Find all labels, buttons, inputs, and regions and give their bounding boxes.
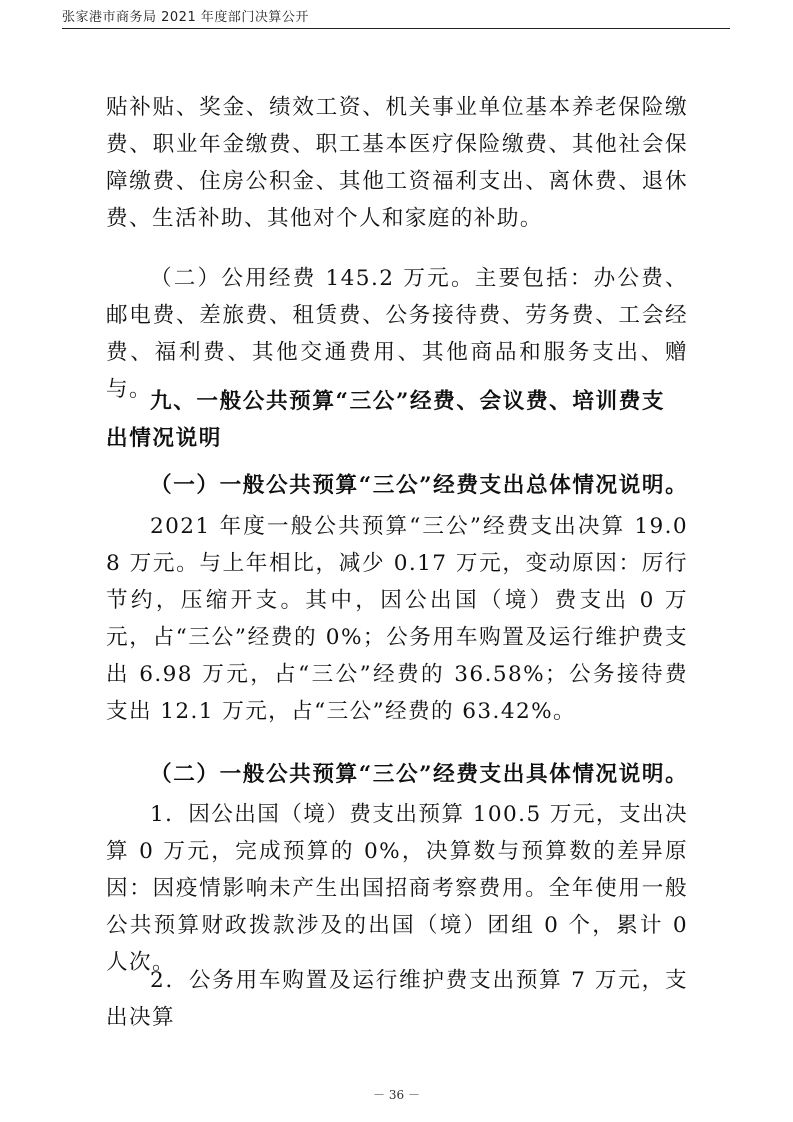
paragraph-overseas-travel: 1．因公出国（境）费支出预算 100.5 万元，支出决算 0 万元，完成预算的 0%，决算数与预算数的差异原因：因疫情影响未产生出国招商考察费用。全年使用一般公共预算财政拨款涉及的出国（境）团组 0 个，累计 0 人次。 <box>106 802 688 975</box>
sub-heading-specific: （二）一般公共预算“三公”经费支出具体情况说明。 <box>150 762 689 787</box>
section-heading-three-public-expenses: 九、一般公共预算“三公”经费、会议费、培训费支出情况说明 <box>106 389 666 451</box>
paragraph-overall-summary: 2021 年度一般公共预算“三公”经费支出决算 19.08 万元。与上年相比，减少 0.17 万元，变动原因：厉行节约，压缩开支。其中，因公出国（境）费支出 0 万元，占“三公”经费的 0%；公务用车购置及运行维护费支出 6.98 万元，占“三公”经费的 36.58%；公务接待费支出 12.1 万元，占“三公”经费的 63.42%。 <box>106 514 688 724</box>
paragraph-personnel-expenses: 贴补贴、奖金、绩效工资、机关事业单位基本养老保险缴费、职业年金缴费、职工基本医疗保险缴费、其他社会保障缴费、住房公积金、其他工资福利支出、离休费、退休费、生活补助、其他对个人和家庭的补助。 <box>106 95 688 231</box>
paragraph-public-expenses: （二）公用经费 145.2 万元。主要包括：办公费、邮电费、差旅费、租赁费、公务接待费、劳务费、工会经费、福利费、其他交通费用、其他商品和服务支出、赠与。 <box>106 266 688 402</box>
sub-heading-overall: （一）一般公共预算“三公”经费支出总体情况说明。 <box>150 473 689 498</box>
paragraph-vehicle-expenses: 2．公务用车购置及运行维护费支出预算 7 万元，支出决算 <box>106 968 688 1030</box>
page-number: － 36 － <box>373 1088 420 1102</box>
header-divider <box>62 28 730 29</box>
document-header: 张家港市商务局 2021 年度部门决算公开 <box>62 10 309 25</box>
